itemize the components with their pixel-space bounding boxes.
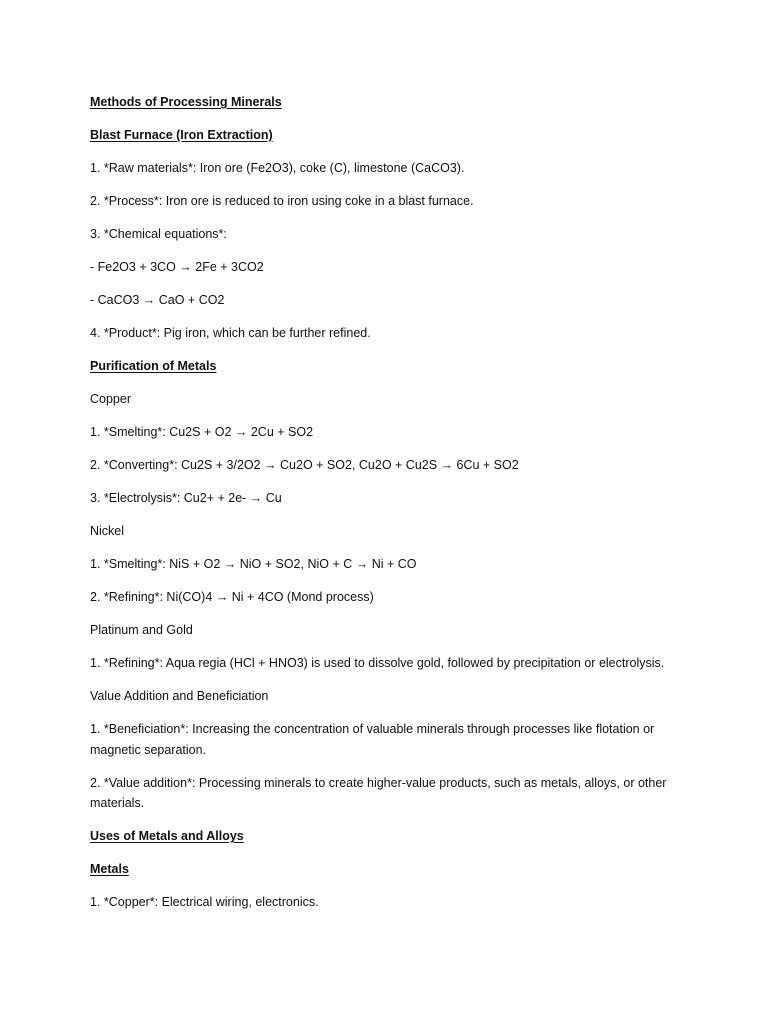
document-page	[90, 92, 690, 925]
paragraph: 3. *Electrolysis*: Cu2+ + 2e- → Cu	[90, 491, 282, 505]
subheading-value-addition: Value Addition and Beneficiation	[90, 689, 269, 703]
equation-line: - CaCO3 → CaO + CO2	[90, 293, 225, 307]
paragraph: 1. *Refining*: Aqua regia (HCl + HNO3) is used to dissolve gold, followed by precipitation or electrolysis.	[90, 656, 665, 670]
equation-line: - Fe2O3 + 3CO → 2Fe + 3CO2	[90, 260, 264, 274]
paragraph: 1. *Raw materials*: Iron ore (Fe2O3), coke (C), limestone (CaCO3).	[90, 161, 465, 175]
subheading-copper: Copper	[90, 392, 131, 406]
doc-title: Methods of Processing Minerals	[90, 95, 282, 109]
subheading-nickel: Nickel	[90, 524, 125, 538]
paragraph: 2. *Refining*: Ni(CO)4 → Ni + 4CO (Mond process)	[90, 590, 374, 604]
paragraph: 4. *Product*: Pig iron, which can be further refined.	[90, 326, 371, 340]
subheading-platinum-gold: Platinum and Gold	[90, 623, 193, 637]
paragraph: 1. *Beneficiation*: Increasing the concentration of valuable minerals through processes like flotation or magnetic separation.	[90, 722, 655, 757]
paragraph: 3. *Chemical equations*:	[90, 227, 227, 241]
paragraph: 1. *Smelting*: Cu2S + O2 → 2Cu + SO2	[90, 425, 314, 439]
paragraph: 1. *Copper*: Electrical wiring, electronics.	[90, 895, 319, 909]
section-heading-purification: Purification of Metals	[90, 359, 217, 373]
paragraph: 2. *Converting*: Cu2S + 3/2O2 → Cu2O + SO2, Cu2O + Cu2S → 6Cu + SO2	[90, 458, 519, 472]
paragraph: 2. *Process*: Iron ore is reduced to iron using coke in a blast furnace.	[90, 194, 474, 208]
section-heading-blast-furnace: Blast Furnace (Iron Extraction)	[90, 128, 273, 142]
paragraph: 2. *Value addition*: Processing minerals to create higher-value products, such as metals, alloys, or other materials.	[90, 775, 667, 810]
paragraph: 1. *Smelting*: NiS + O2 → NiO + SO2, NiO + C → Ni + CO	[90, 557, 417, 571]
section-heading-metals: Metals	[90, 862, 129, 876]
section-heading-uses: Uses of Metals and Alloys	[90, 829, 244, 843]
